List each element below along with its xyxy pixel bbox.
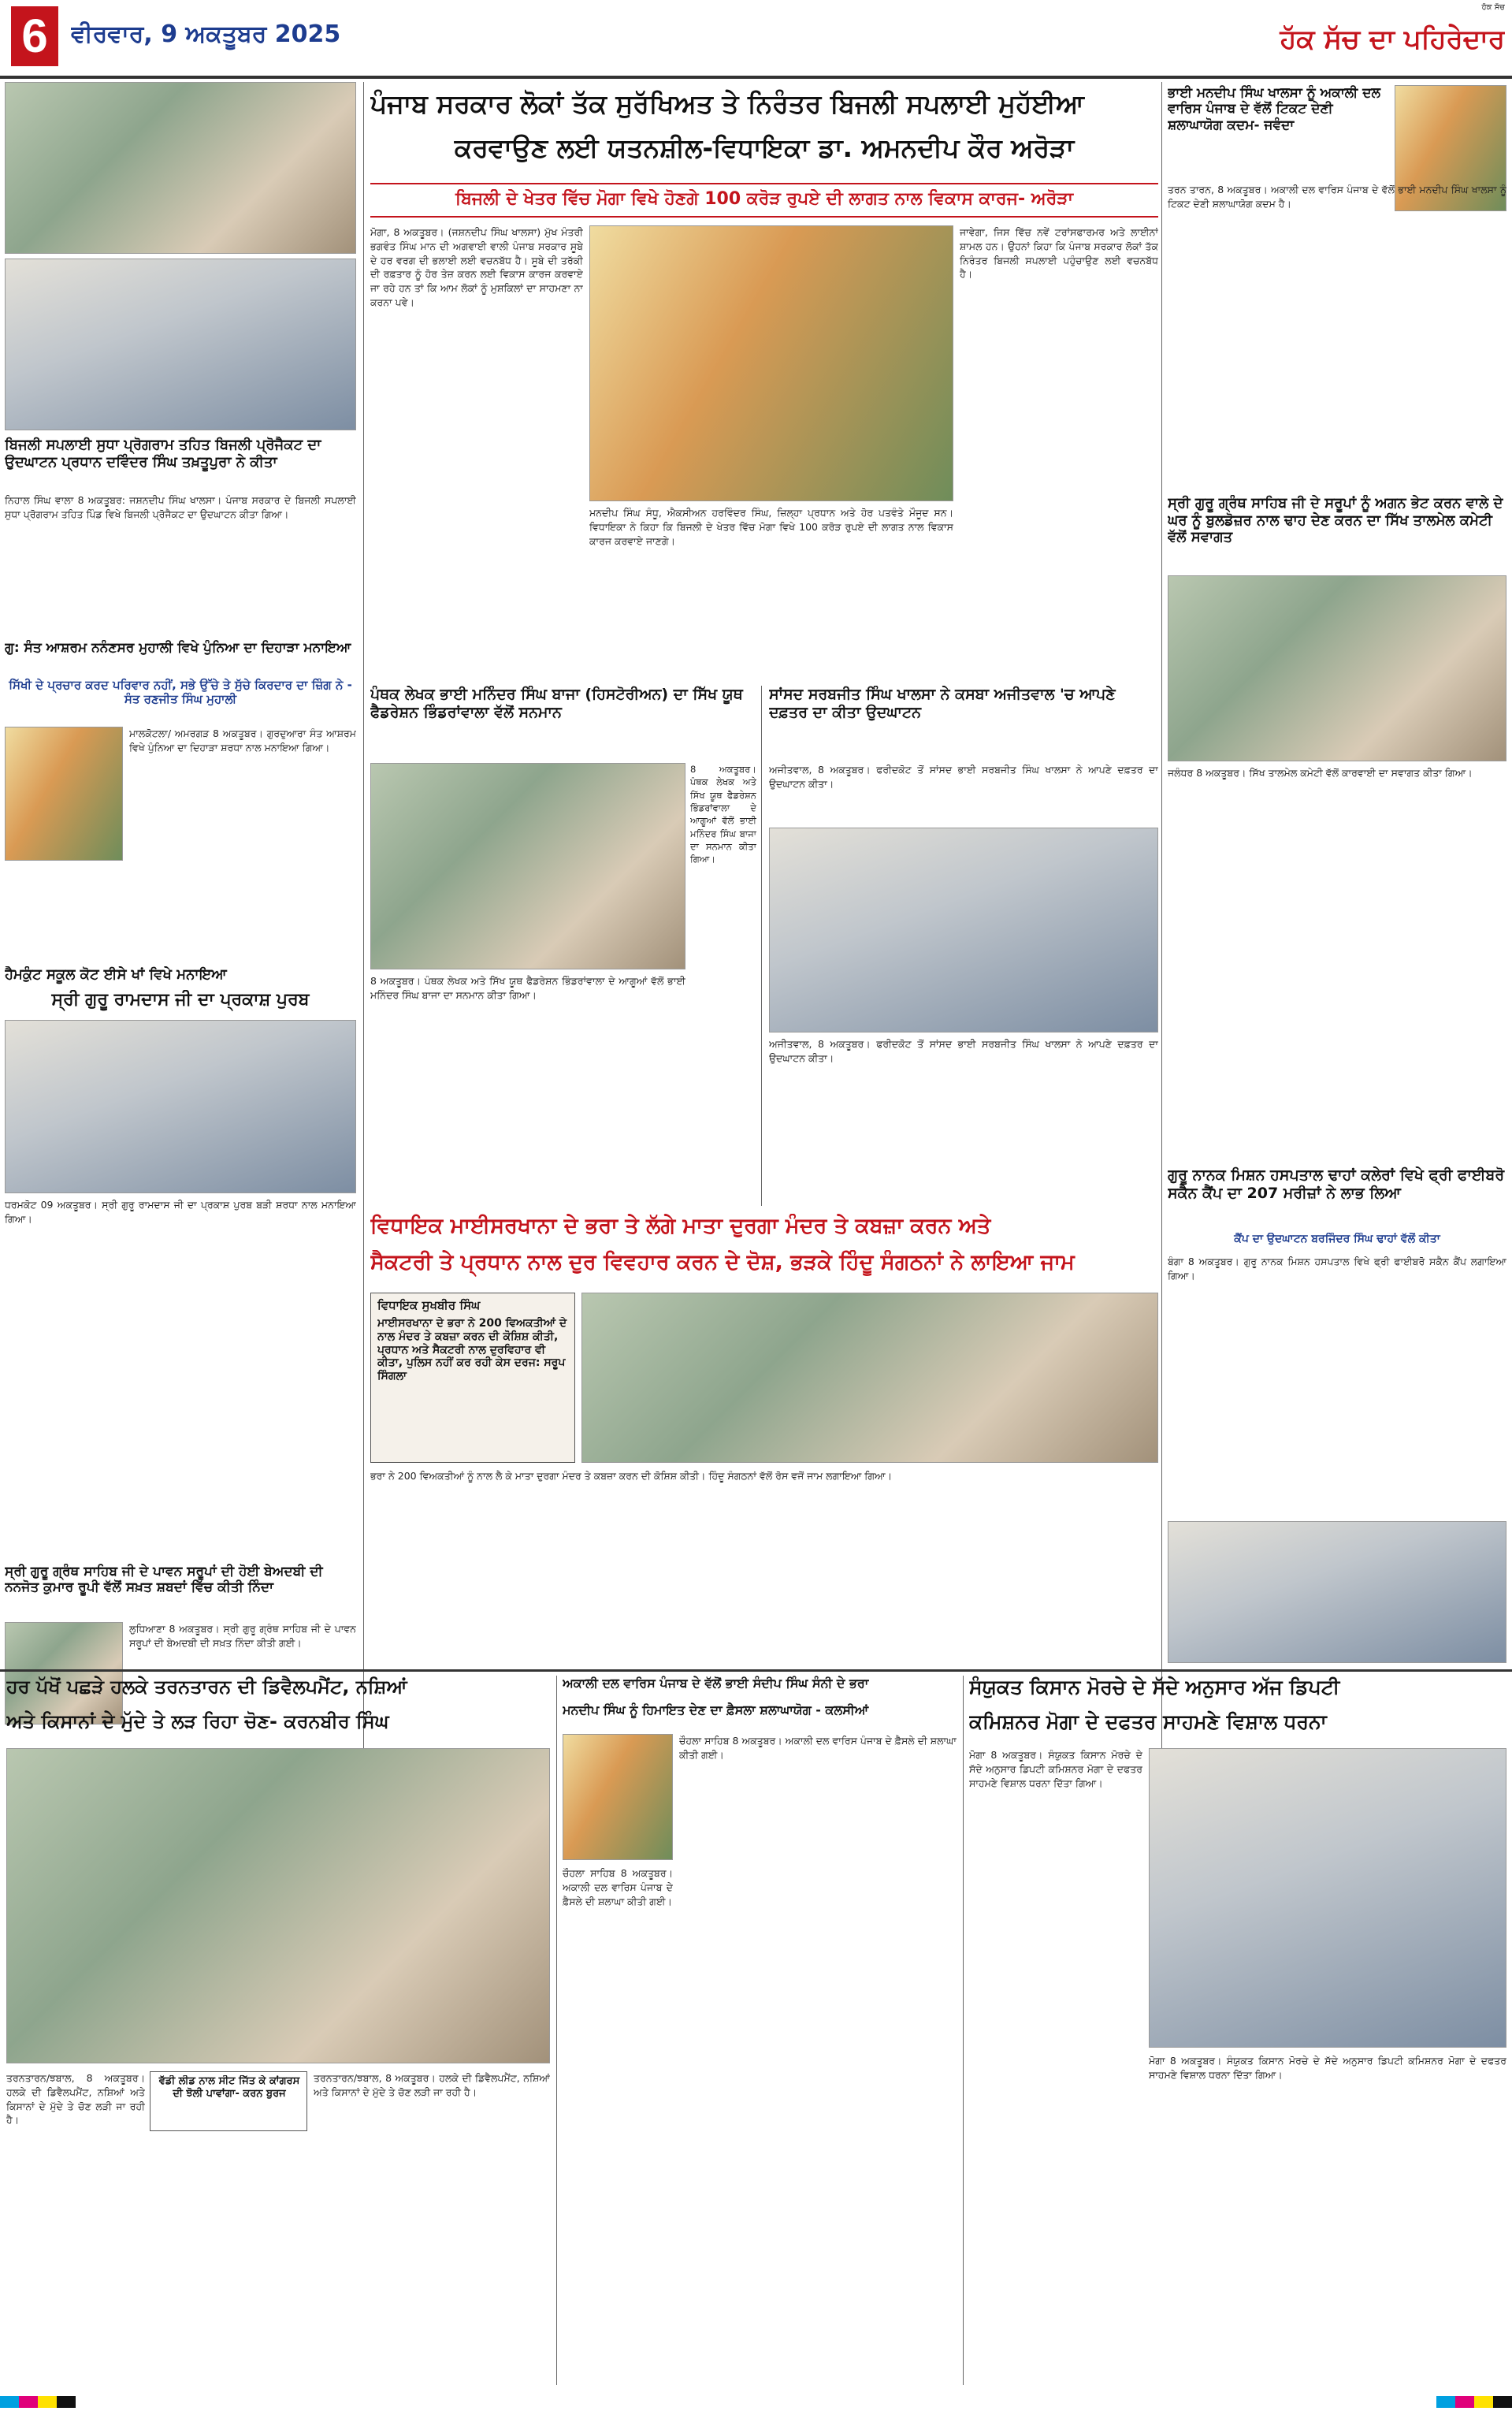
left-story3-headline1: ਹੈਮਕੁੰਟ ਸਕੂਲ ਕੋਟ ਈਸੇ ਖਾਂ ਵਿਖੇ ਮਨਾਇਆ <box>5 966 227 983</box>
center-divider <box>761 686 762 1206</box>
center-story2-body: ਅਜੀਤਵਾਲ, 8 ਅਕਤੂਬਰ। ਫਰੀਦਕੋਟ ਤੋਂ ਸਾਂਸਦ ਭਾਈ ਸਰਬਜੀਤ ਸਿੰਘ ਖਾਲਸਾ ਨੇ ਆਪਣੇ ਦਫ਼ਤਰ ਦਾ ਉਦਘਾਟਨ ਕੀਤਾ। <box>769 764 1158 790</box>
bottom-mid-headline1: ਅਕਾਲੀ ਦਲ ਵਾਰਿਸ ਪੰਜਾਬ ਦੇ ਵੱਲੋਂ ਭਾਈ ਸੰਦੀਪ ਸਿੰਘ ਸੰਨੀ ਦੇ ਭਰਾ <box>563 1676 869 1691</box>
brand-small: ਹੱਕ ਸੱਚ <box>1481 3 1505 12</box>
right-photo-3 <box>1168 1521 1506 1663</box>
bottom-mid-photo <box>563 1734 673 1860</box>
bottom-right-headline2: ਕਮਿਸ਼ਨਰ ਮੋਗਾ ਦੇ ਦਫਤਰ ਸਾਹਮਣੇ ਵਿਸ਼ਾਲ ਧਰਨਾ <box>969 1710 1327 1733</box>
column-divider-1 <box>363 82 364 1868</box>
swatch-yellow-right <box>1474 2396 1493 2408</box>
page-number: 6 <box>11 6 58 66</box>
lead-photo <box>589 225 953 501</box>
swatch-magenta-right <box>1455 2396 1474 2408</box>
bottom-left-headline2: ਅਤੇ ਕਿਸਾਨਾਂ ਦੇ ਮੁੱਦੇ ਤੇ ਲੜ ਰਿਹਾ ਚੋਣ- ਕਰਨਬੀਰ ਸਿੰਘ <box>6 1710 389 1732</box>
lead-subhead-text: ਬਿਜਲੀ ਦੇ ਖੇਤਰ ਵਿੱਚ ਮੋਗਾ ਵਿਖੇ ਹੋਣਗੇ 100 ਕਰੋੜ ਰੁਪਏ ਦੀ ਲਾਗਤ ਨਾਲ ਵਿਕਾਸ ਕਾਰਜ- ਅਰੋੜਾ <box>455 189 1073 209</box>
bottom-divider-1 <box>556 1676 557 2385</box>
center-story3-headline2: ਸੈਕਟਰੀ ਤੇ ਪ੍ਰਧਾਨ ਨਾਲ ਦੁਰ ਵਿਵਹਾਰ ਕਰਨ ਦੇ ਦੋਸ਼, ਭੜਕੇ ਹਿੰਦੂ ਸੰਗਠਨਾਂ ਨੇ ਲਾਇਆ ਜਾਮ <box>370 1250 1075 1274</box>
callout-title: ਵਿਧਾਇਕ ਸੁਖਬੀਰ ਸਿੰਘ <box>377 1298 481 1312</box>
print-color-bar <box>0 2393 1512 2411</box>
right-story2-body: ਜਲੰਧਰ 8 ਅਕਤੂਬਰ। ਸਿੱਖ ਤਾਲਮੇਲ ਕਮੇਟੀ ਵੱਲੋਂ ਕਾਰਵਾਈ ਦਾ ਸਵਾਗਤ ਕੀਤਾ ਗਿਆ। <box>1168 767 1473 779</box>
bottom-left-headline1: ਹਰ ਪੱਖੋਂ ਪਛੜੇ ਹਲਕੇ ਤਰਨਤਾਰਨ ਦੀ ਡਿਵੈਲਪਮੈਂਟ, ਨਸ਼ਿਆਂ <box>6 1676 407 1698</box>
brand-logo: ਹੱਕ ਸੱਚ ਦਾ ਪਹਿਰੇਦਾਰ <box>1280 24 1505 55</box>
left-photo-3 <box>5 727 123 861</box>
left-story1-body: ਨਿਹਾਲ ਸਿੰਘ ਵਾਲਾ 8 ਅਕਤੂਬਰ: ਜਸ਼ਨਦੀਪ ਸਿੰਘ ਖਾਲਸਾ। ਪੰਜਾਬ ਸਰਕਾਰ ਦੇ ਬਿਜਲੀ ਸਪਲਾਈ ਸੁਧਾ ਪ੍ਰੋਗਰਾਮ ਤਹਿਤ ਪਿੰਡ ਵਿਖੇ ਬਿਜਲੀ ਪ੍ਰੋਜੈਕਟ ਦਾ ਉਦਘਾਟਨ ਕੀਤਾ ਗਿਆ। <box>5 494 356 520</box>
right-story1-headline: ਭਾਈ ਮਨਦੀਪ ਸਿੰਘ ਖਾਲਸਾ ਨੂੰ ਅਕਾਲੀ ਦਲ ਵਾਰਿਸ ਪੰਜਾਬ ਦੇ ਵੱਲੋਂ ਟਿਕਟ ਦੇਣੀ ਸ਼ਲਾਘਾਯੋਗ ਕਦਮ- ਜਵੰਦਾ <box>1168 85 1380 133</box>
swatch-magenta <box>19 2396 38 2408</box>
left-story2-body: ਮਾਲਕੋਟਲਾ/ ਅਮਰਗੜ 8 ਅਕਤੂਬਰ। ਗੁਰਦੁਆਰਾ ਸੰਤ ਆਸ਼ਰਮ ਵਿਖੇ ਪੁੰਨਿਆ ਦਾ ਦਿਹਾੜਾ ਸ਼ਰਧਾ ਨਾਲ ਮਨਾਇਆ ਗਿਆ। <box>129 727 356 753</box>
lead-body-2: ਮਨਦੀਪ ਸਿੰਘ ਸੰਧੂ, ਐਕਸੀਅਨ ਹਰਵਿੰਦਰ ਸਿੰਘ, ਜ਼ਿਲ੍ਹਾ ਪ੍ਰਧਾਨ ਅਤੇ ਹੋਰ ਪਤਵੰਤੇ ਮੌਜੂਦ ਸਨ। ਵਿਧਾਇਕਾ ਨੇ ਕਿਹਾ ਕਿ ਬਿਜਲੀ ਦੇ ਖੇਤਰ ਵਿੱਚ ਮੋਗਾ ਵਿਖੇ 100 ਕਰੋੜ ਰੁਪਏ ਦੀ ਲਾਗਤ ਨਾਲ ਵਿਕਾਸ ਕਾਰਜ ਕਰਵਾਏ ਜਾਣਗੇ। <box>589 507 953 547</box>
masthead-rule <box>0 76 1512 79</box>
bottom-mid-body: ਚੌਹਲਾ ਸਾਹਿਬ 8 ਅਕਤੂਬਰ। ਅਕਾਲੀ ਦਲ ਵਾਰਿਸ ਪੰਜਾਬ ਦੇ ਫ਼ੈਸਲੇ ਦੀ ਸ਼ਲਾਘਾ ਕੀਤੀ ਗਈ। <box>679 1735 957 1761</box>
left-story3-headline2: ਸ੍ਰੀ ਗੁਰੂ ਰਾਮਦਾਸ ਜੀ ਦਾ ਪ੍ਰਕਾਸ਼ ਪੁਰਬ <box>51 990 310 1010</box>
issue-date: ਵੀਰਵਾਰ, 9 ਅਕਤੂਬਰ 2025 <box>71 20 341 48</box>
lead-body-1: ਮੋਗਾ, 8 ਅਕਤੂਬਰ। (ਜਸ਼ਨਦੀਪ ਸਿੰਘ ਖਾਲਸਾ) ਮੁੱਖ ਮੰਤਰੀ ਭਗਵੰਤ ਸਿੰਘ ਮਾਨ ਦੀ ਅਗਵਾਈ ਵਾਲੀ ਪੰਜਾਬ ਸਰਕਾਰ ਸੂਬੇ ਦੇ ਹਰ ਵਰਗ ਦੀ ਭਲਾਈ ਲਈ ਵਚਨਬੱਧ ਹੈ। ਸੂਬੇ ਦੀ ਤਰੱਕੀ ਦੀ ਰਫ਼ਤਾਰ ਨੂੰ ਹੋਰ ਤੇਜ਼ ਕਰਨ ਲਈ ਵਿਕਾਸ ਕਾਰਜ ਕਰਵਾਏ ਜਾ ਰਹੇ ਹਨ ਤਾਂ ਕਿ ਆਮ ਲੋਕਾਂ ਨੂੰ ਮੁਸ਼ਕਿਲਾਂ ਦਾ ਸਾਹਮਣਾ ਨਾ ਕਰਨਾ ਪਵੇ। <box>370 226 583 308</box>
lead-body-3: ਜਾਵੇਗਾ, ਜਿਸ ਵਿੱਚ ਨਵੇਂ ਟਰਾਂਸਫਾਰਮਰ ਅਤੇ ਲਾਈਨਾਂ ਸ਼ਾਮਲ ਹਨ। ਉਹਨਾਂ ਕਿਹਾ ਕਿ ਪੰਜਾਬ ਸਰਕਾਰ ਲੋਕਾਂ ਤੱਕ ਨਿਰੰਤਰ ਬਿਜਲੀ ਸਪਲਾਈ ਪਹੁੰਚਾਉਣ ਲਈ ਵਚਨਬੱਧ ਹੈ। <box>960 226 1158 281</box>
center-story1-body: 8 ਅਕਤੂਬਰ। ਪੰਥਕ ਲੇਖਕ ਅਤੇ ਸਿੱਖ ਯੂਥ ਫੈਡਰੇਸ਼ਨ ਭਿੰਡਰਾਂਵਾਲਾ ਦੇ ਆਗੂਆਂ ਵੱਲੋਂ ਭਾਈ ਮਨਿੰਦਰ ਸਿੰਘ ਬਾਜਾ ਦਾ ਸਨਮਾਨ ਕੀਤਾ ਗਿਆ। <box>690 764 756 865</box>
bottom-left-body-2: ਤਰਨਤਾਰਨ/ਝਬਾਲ, 8 ਅਕਤੂਬਰ। ਹਲਕੇ ਦੀ ਡਿਵੈਲਪਮੈਂਟ, ਨਸ਼ਿਆਂ ਅਤੇ ਕਿਸਾਨਾਂ ਦੇ ਮੁੱਦੇ ਤੇ ਚੋਣ ਲੜੀ ਜਾ ਰਹੀ ਹੈ। <box>314 2072 550 2098</box>
bottom-right-body: ਮੋਗਾ 8 ਅਕਤੂਬਰ। ਸੰਯੁਕਤ ਕਿਸਾਨ ਮੋਰਚੇ ਦੇ ਸੱਦੇ ਅਨੁਸਾਰ ਡਿਪਟੀ ਕਮਿਸ਼ਨਰ ਮੋਗਾ ਦੇ ਦਫਤਰ ਸਾਹਮਣੇ ਵਿਸ਼ਾਲ ਧਰਨਾ ਦਿੱਤਾ ਗਿਆ। <box>969 1749 1142 1789</box>
center-story3-body: ਭਰਾ ਨੇ 200 ਵਿਅਕਤੀਆਂ ਨੂੰ ਨਾਲ ਲੈ ਕੇ ਮਾਤਾ ਦੁਰਗਾ ਮੰਦਰ ਤੇ ਕਬਜ਼ਾ ਕਰਨ ਦੀ ਕੋਸ਼ਿਸ਼ ਕੀਤੀ। ਹਿੰਦੂ ਸੰਗਠਨਾਂ ਵੱਲੋਂ ਰੋਸ ਵਜੋਂ ਜਾਮ ਲਗਾਇਆ ਗਿਆ। <box>370 1470 893 1482</box>
left-quote: ਸਿੱਖੀ ਦੇ ਪ੍ਰਚਾਰ ਕਰਦ ਪਰਿਵਾਰ ਨਹੀਂ, ਸਭੇ ਉੱਚੇ ਤੇ ਸੁੱਚੇ ਕਿਰਦਾਰ ਦਾ ਜ਼ਿੰਗ ਨੇ - ਸੰਤ ਰਣਜੀਤ ਸਿੰਘ ਮੁਹਾਲੀ <box>9 678 352 706</box>
center-story1-body-2: 8 ਅਕਤੂਬਰ। ਪੰਥਕ ਲੇਖਕ ਅਤੇ ਸਿੱਖ ਯੂਥ ਫੈਡਰੇਸ਼ਨ ਭਿੰਡਰਾਂਵਾਲਾ ਦੇ ਆਗੂਆਂ ਵੱਲੋਂ ਭਾਈ ਮਨਿੰਦਰ ਸਿੰਘ ਬਾਜਾ ਦਾ ਸਨਮਾਨ ਕੀਤਾ ਗਿਆ। <box>370 975 685 1001</box>
right-story3-subhead: ਕੈਂਪ ਦਾ ਉਦਘਾਟਨ ਬਰਜਿੰਦਰ ਸਿੰਘ ਢਾਹਾਂ ਵੱਲੋਂ ਕੀਤਾ <box>1234 1233 1440 1245</box>
bottom-left-body: ਤਰਨਤਾਰਨ/ਝਬਾਲ, 8 ਅਕਤੂਬਰ। ਹਲਕੇ ਦੀ ਡਿਵੈਲਪਮੈਂਟ, ਨਸ਼ਿਆਂ ਅਤੇ ਕਿਸਾਨਾਂ ਦੇ ਮੁੱਦੇ ਤੇ ਚੋਣ ਲੜੀ ਜਾ ਰਹੀ ਹੈ। <box>6 2072 145 2126</box>
column-divider-2 <box>1161 82 1162 1868</box>
center-story2-body-2: ਅਜੀਤਵਾਲ, 8 ਅਕਤੂਬਰ। ਫਰੀਦਕੋਟ ਤੋਂ ਸਾਂਸਦ ਭਾਈ ਸਰਬਜੀਤ ਸਿੰਘ ਖਾਲਸਾ ਨੇ ਆਪਣੇ ਦਫ਼ਤਰ ਦਾ ਉਦਘਾਟਨ ਕੀਤਾ। <box>769 1038 1158 1064</box>
swatch-cyan-right <box>1436 2396 1455 2408</box>
left-photo-5 <box>5 1622 123 1725</box>
right-story1-body: ਤਰਨ ਤਾਰਨ, 8 ਅਕਤੂਬਰ। ਅਕਾਲੀ ਦਲ ਵਾਰਿਸ ਪੰਜਾਬ ਦੇ ਵੱਲੋਂ ਭਾਈ ਮਨਦੀਪ ਸਿੰਘ ਖਾਲਸਾ ਨੂੰ ਟਿਕਟ ਦੇਣੀ ਸ਼ਲਾਘਾਯੋਗ ਕਦਮ ਹੈ। <box>1168 184 1506 210</box>
center-photo-3 <box>581 1293 1158 1463</box>
bottom-right-headline1: ਸੰਯੁਕਤ ਕਿਸਾਨ ਮੋਰਚੇ ਦੇ ਸੱਦੇ ਅਨੁਸਾਰ ਅੱਜ ਡਿਪਟੀ <box>969 1676 1340 1698</box>
left-story2-headline: ਗੁ: ਸੰਤ ਆਸ਼ਰਮ ਨਨੰਣਸਰ ਮੁਹਾਲੀ ਵਿਖੇ ਪੁੰਨਿਆ ਦਾ ਦਿਹਾੜਾ ਮਨਾਇਆ <box>5 640 351 656</box>
bottom-divider-2 <box>963 1676 964 2385</box>
left-photo-1 <box>5 82 356 254</box>
bottom-left-callout <box>150 2071 307 2131</box>
left-story3-body: ਧਰਮਕੋਟ 09 ਅਕਤੂਬਰ। ਸ੍ਰੀ ਗੁਰੂ ਰਾਮਦਾਸ ਜੀ ਦਾ ਪ੍ਰਕਾਸ਼ ਪੁਰਬ ਬੜੀ ਸ਼ਰਧਾ ਨਾਲ ਮਨਾਇਆ ਗਿਆ। <box>5 1199 356 1225</box>
left-column <box>0 82 361 1658</box>
lead-headline-1: ਪੰਜਾਬ ਸਰਕਾਰ ਲੋਕਾਂ ਤੱਕ ਸੁਰੱਖਿਅਤ ਤੇ ਨਿਰੰਤਰ ਬਿਜਲੀ ਸਪਲਾਈ ਮੁਹੱਈਆ <box>370 88 1084 119</box>
right-story3-headline: ਗੁਰੂ ਨਾਨਕ ਮਿਸ਼ਨ ਹਸਪਤਾਲ ਢਾਹਾਂ ਕਲੇਰਾਂ ਵਿਖੇ ਫ੍ਰੀ ਫਾਈਬਰੋ ਸਕੈਨ ਕੈਂਪ ਦਾ 207 ਮਰੀਜ਼ਾਂ ਨੇ ਲਾਭ ਲਿਆ <box>1168 1166 1505 1202</box>
left-photo-2 <box>5 259 356 430</box>
center-photo-1 <box>370 763 685 969</box>
callout-text: ਮਾਈਸਰਖਾਨਾ ਦੇ ਭਰਾ ਨੇ 200 ਵਿਅਕਤੀਆਂ ਦੇ ਨਾਲ ਮੰਦਰ ਤੇ ਕਬਜ਼ਾ ਕਰਨ ਦੀ ਕੋਸ਼ਿਸ਼ ਕੀਤੀ, ਪ੍ਰਧਾਨ ਅਤੇ ਸੈਕਟਰੀ ਨਾਲ ਦੁਰਵਿਹਾਰ ਵੀ ਕੀਤਾ, ਪੁਲਿਸ ਨਹੀਂ ਕਰ ਰਹੀ ਕੇਸ ਦਰਜ: ਸਰੂਪ ਸਿੰਗਲਾ <box>377 1317 567 1383</box>
center-story2-headline: ਸਾਂਸਦ ਸਰਬਜੀਤ ਸਿੰਘ ਖਾਲਸਾ ਨੇ ਕਸਬਾ ਅਜੀਤਵਾਲ 'ਚ ਆਪਣੇ ਦਫ਼ਤਰ ਦਾ ਕੀਤਾ ਉਦਘਾਟਨ <box>769 686 1116 721</box>
bottom-left-photo <box>6 1748 550 2063</box>
right-story3-body: ਬੰਗਾ 8 ਅਕਤੂਬਰ। ਗੁਰੂ ਨਾਨਕ ਮਿਸ਼ਨ ਹਸਪਤਾਲ ਵਿਖੇ ਫ੍ਰੀ ਫਾਈਬਰੋ ਸਕੈਨ ਕੈਂਪ ਲਗਾਇਆ ਗਿਆ। <box>1168 1256 1506 1282</box>
right-photo-2 <box>1168 575 1506 761</box>
swatch-black <box>57 2396 76 2408</box>
swatch-cyan <box>0 2396 19 2408</box>
center-callout-box <box>370 1293 575 1463</box>
bottom-left-callout-text: ਵੱਡੀ ਲੀਡ ਨਾਲ ਸੀਟ ਜਿੱਤ ਕੇ ਕਾਂਗਰਸ ਦੀ ਝੋਲੀ ਪਾਵਾਂਗਾ- ਕਰਨ ਬੁਰਜ <box>158 2075 300 2100</box>
bottom-rule <box>0 1669 1512 1672</box>
lead-headline-2: ਕਰਵਾਉਣ ਲਈ ਯਤਨਸ਼ੀਲ-ਵਿਧਾਇਕਾ ਡਾ. ਅਮਨਦੀਪ ਕੌਰ ਅਰੋੜਾ <box>454 132 1075 163</box>
masthead <box>0 0 1512 76</box>
right-story2-headline: ਸ੍ਰੀ ਗੁਰੂ ਗ੍ਰੰਥ ਸਾਹਿਬ ਜੀ ਦੇ ਸਰੂਪਾਂ ਨੂੰ ਅਗਨ ਭੇਟ ਕਰਨ ਵਾਲੇ ਦੇ ਘਰ ਨੂੰ ਬੁਲਡੋਜ਼ਰ ਨਾਲ ਢਾਹ ਦੇਣ ਕਰਨ ਦਾ ਸਿੱਖ ਤਾਲਮੇਲ ਕਮੇਟੀ ਵੱਲੋਂ ਸਵਾਗਤ <box>1168 495 1503 546</box>
bottom-right-photo <box>1149 1748 1506 2048</box>
left-photo-4 <box>5 1020 356 1193</box>
left-story1-headline: ਬਿਜਲੀ ਸਪਲਾਈ ਸੁਧਾ ਪ੍ਰੋਗਰਾਮ ਤਹਿਤ ਬਿਜਲੀ ਪ੍ਰੋਜੈਕਟ ਦਾ ਉਦਘਾਟਨ ਪ੍ਰਧਾਨ ਦਵਿੰਦਰ ਸਿੰਘ ਤਖ਼ਤੂਪੁਰਾ ਨੇ ਕੀਤਾ <box>5 437 321 471</box>
center-story3-headline1: ਵਿਧਾਇਕ ਮਾਈਸਰਖਾਨਾ ਦੇ ਭਰਾ ਤੇ ਲੱਗੇ ਮਾਤਾ ਦੁਰਗਾ ਮੰਦਰ ਤੇ ਕਬਜ਼ਾ ਕਰਨ ਅਤੇ <box>370 1214 991 1238</box>
bottom-mid-headline2: ਮਨਦੀਪ ਸਿੰਘ ਨੂੰ ਹਿਮਾਇਤ ਦੇਣ ਦਾ ਫ਼ੈਸਲਾ ਸ਼ਲਾਘਾਯੋਗ - ਕਲਸੀਆਂ <box>563 1702 869 1717</box>
left-story4-body: ਲੁਧਿਆਣਾ 8 ਅਕਤੂਬਰ। ਸ੍ਰੀ ਗੁਰੂ ਗ੍ਰੰਥ ਸਾਹਿਬ ਜੀ ਦੇ ਪਾਵਨ ਸਰੂਪਾਂ ਦੀ ਬੇਅਦਬੀ ਦੀ ਸਖ਼ਤ ਨਿੰਦਾ ਕੀਤੀ ਗਈ। <box>129 1623 356 1649</box>
center-story1-headline: ਪੰਥਕ ਲੇਖਕ ਭਾਈ ਮਨਿੰਦਰ ਸਿੰਘ ਬਾਜਾ (ਹਿਸਟੋਰੀਅਨ) ਦਾ ਸਿੱਖ ਯੂਥ ਫੈਡਰੇਸ਼ਨ ਭਿੰਡਰਾਂਵਾਲਾ ਵੱਲੋਂ ਸਨਮਾਨ <box>370 686 743 721</box>
bottom-right-body-2: ਮੋਗਾ 8 ਅਕਤੂਬਰ। ਸੰਯੁਕਤ ਕਿਸਾਨ ਮੋਰਚੇ ਦੇ ਸੱਦੇ ਅਨੁਸਾਰ ਡਿਪਟੀ ਕਮਿਸ਼ਨਰ ਮੋਗਾ ਦੇ ਦਫਤਰ ਸਾਹਮਣੇ ਵਿਸ਼ਾਲ ਧਰਨਾ ਦਿੱਤਾ ਗਿਆ। <box>1149 2055 1506 2081</box>
left-story4-headline: ਸ੍ਰੀ ਗੁਰੂ ਗ੍ਰੰਥ ਸਾਹਿਬ ਜੀ ਦੇ ਪਾਵਨ ਸਰੂਪਾਂ ਦੀ ਹੋਈ ਬੇਅਦਬੀ ਦੀ ਨਨਜੋਤ ਕੁਮਾਰ ਰੂਪੀ ਵੱਲੋਂ ਸਖ਼ਤ ਸ਼ਬਦਾਂ ਵਿੱਚ ਕੀਤੀ ਨਿੰਦਾ <box>5 1564 323 1596</box>
lead-subhead <box>370 183 1158 218</box>
swatch-yellow <box>38 2396 57 2408</box>
swatch-black-right <box>1493 2396 1512 2408</box>
bottom-mid-body-2: ਚੌਹਲਾ ਸਾਹਿਬ 8 ਅਕਤੂਬਰ। ਅਕਾਲੀ ਦਲ ਵਾਰਿਸ ਪੰਜਾਬ ਦੇ ਫ਼ੈਸਲੇ ਦੀ ਸ਼ਲਾਘਾ ਕੀਤੀ ਗਈ। <box>563 1867 673 1907</box>
center-photo-2 <box>769 828 1158 1032</box>
